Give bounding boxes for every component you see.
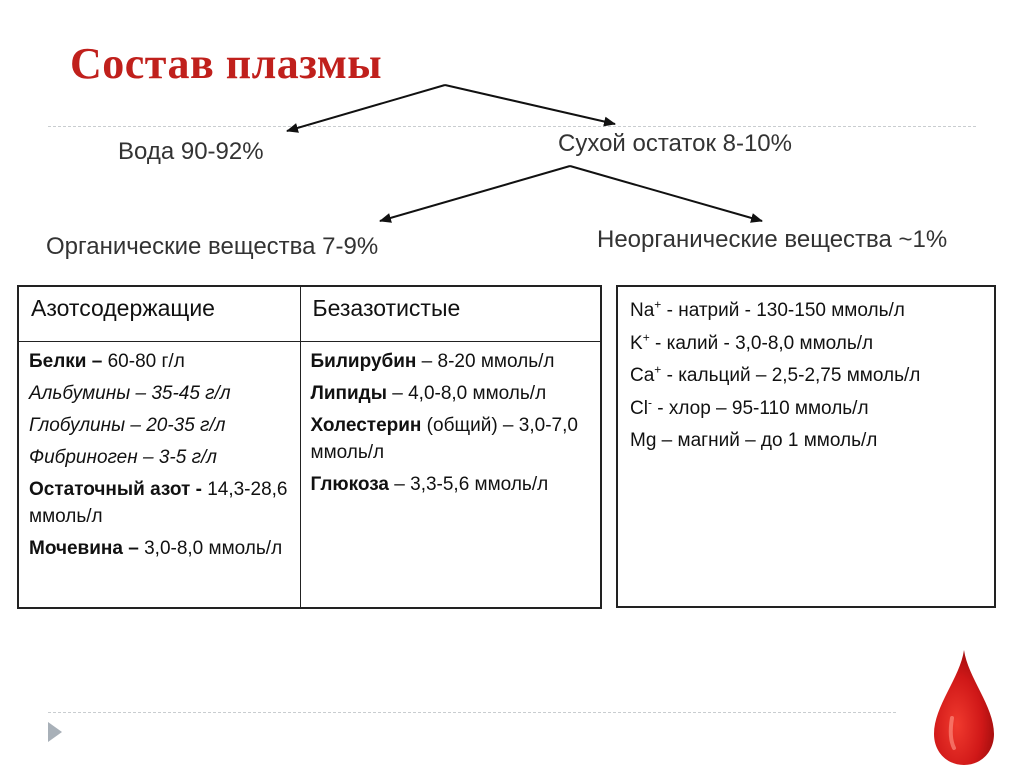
entry-value: 3,0-7,0 ммоль/л [310,415,578,463]
entry-value: 60-80 г/л [107,351,185,372]
entry-value: 3,3-5,6 ммоль/л [410,474,549,495]
inorganic-substances-box [616,285,996,608]
arrow-to-dry-residue [445,85,615,124]
entry-name: Глюкоза [310,474,389,495]
arrow-to-inorganic [570,166,762,221]
ion-row-calcium: Ca+ - кальций – 2,5-2,75 ммоль/л [630,362,921,386]
entry-name: Глобулины [29,415,126,436]
ion-symbol: Cl [630,397,648,419]
ion-row-sodium: Na+ - натрий - 130-150 ммоль/л [630,297,905,321]
ion-symbol: K [630,332,643,354]
nitrogen-entry: Мочевина – 3,0-8,0 ммоль/л [29,538,283,559]
entry-name: Белки [29,351,87,372]
nitrogen-entry: Глобулины – 20-35 г/л [29,415,226,436]
ion-row-magnesium [630,425,982,458]
entry-name: Холестерин [310,415,422,436]
arrow-to-organic [380,166,570,221]
ion-symbol: Mg [630,430,657,451]
entry-name: Фибриноген [29,447,138,468]
entry-name: Липиды [310,383,387,404]
entry-value: 3,0-8,0 ммоль/л [144,538,283,559]
ion-symbol: Na [630,300,655,321]
entry-name: Билирубин [310,351,417,372]
entry-name: Остаточный азот - [29,479,202,500]
entry-value: 14,3-28,6 ммоль/л [29,479,288,527]
ion-symbol: Ca [630,365,655,386]
ion-text: – магний – до 1 ммоль/л [656,430,878,451]
entry-value: 8-20 ммоль/л [437,351,555,372]
water-label: Вода 90-92% [118,138,264,165]
non-nitrogen-entry: Липиды – 4,0-8,0 ммоль/л [310,383,547,404]
non-nitrogen-entry: Глюкоза – 3,3-5,6 ммоль/л [310,474,549,495]
non-nitrogen-column [300,342,601,609]
entry-value: 35-45 г/л [151,383,231,404]
organic-substances-table [17,285,602,609]
nitrogen-entry [29,476,290,530]
page-title: Состав плазмы [70,39,383,88]
ion-text: - кальций – 2,5-2,75 ммоль/л [661,365,921,386]
entry-value: 3-5 г/л [158,447,217,468]
nitrogen-entry: Фибриноген – 3-5 г/л [29,447,217,468]
triangle-right-icon[interactable] [48,722,62,742]
ion-text: - хлор – 95-110 ммоль/л [651,397,869,419]
ion-row-potassium: K+ - калий - 3,0-8,0 ммоль/л [630,330,874,354]
ion-text: - калий - 3,0-8,0 ммоль/л [649,332,874,354]
entry-value: 20-35 г/л [146,415,226,436]
arrow-to-water [287,85,445,131]
entry-name: Альбумины [29,383,131,404]
nitrogen-entry: Белки – 60-80 г/л [29,351,185,372]
ion-text: - натрий - 130-150 ммоль/л [661,300,905,321]
header-non-nitrogen: Безазотистые [300,286,601,342]
non-nitrogen-entry: Билирубин – 8-20 ммоль/л [310,351,555,372]
inorganic-label: Неорганические вещества ~1% [597,226,948,253]
ion-row-chlorine: Cl- - хлор – 95-110 ммоль/л [630,395,869,419]
nitrogen-entry: Альбумины – 35-45 г/л [29,383,231,404]
dry-residue-label: Сухой остаток 8-10% [558,130,792,157]
organic-label: Органические вещества 7-9% [46,233,379,260]
nitrogen-column [18,342,300,609]
bottom-divider [48,712,896,713]
header-nitrogen: Азотсодержащие [18,286,300,342]
blood-drop-icon [932,648,996,767]
entry-value: 4,0-8,0 ммоль/л [408,383,547,404]
non-nitrogen-entry: Холестерин (общий) – 3,0-7,0 ммоль/л [310,415,578,463]
entry-name: Мочевина [29,538,123,559]
